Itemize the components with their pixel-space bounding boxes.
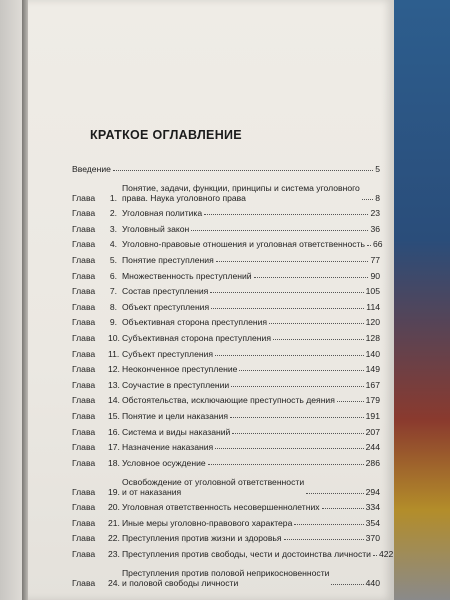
- toc-row: [72, 392, 380, 408]
- chapter-title: Состав преступления: [122, 286, 209, 297]
- toc-entry: [108, 271, 380, 281]
- toc-row: [72, 329, 380, 345]
- toc-entry: [108, 549, 394, 560]
- dot-leader: [362, 199, 373, 200]
- page-number: 105: [365, 286, 380, 297]
- page-number: 286: [365, 457, 380, 468]
- chapter-number: 13.: [108, 379, 120, 390]
- toc-row: [72, 314, 380, 330]
- toc-row: [72, 205, 380, 221]
- chapter-label: Глава: [72, 223, 96, 234]
- chapter-label: Глава: [72, 502, 96, 513]
- toc-entry: [108, 239, 383, 250]
- chapter-title: Иные меры уголовно-правового характера: [122, 517, 293, 528]
- page-number: 370: [365, 533, 380, 544]
- toc-row: [72, 470, 380, 499]
- dot-leader: [331, 584, 363, 585]
- page-number: 422: [378, 549, 394, 560]
- page-number: 36: [370, 223, 380, 234]
- chapter-label: Глава: [72, 517, 96, 528]
- page-number: 114: [366, 301, 380, 312]
- page-number: 179: [365, 395, 380, 406]
- chapter-title: Преступления против свободы, чести и достоинства личности: [122, 549, 371, 560]
- toc-entry: [108, 183, 380, 203]
- chapter-number: 17.: [108, 442, 120, 453]
- page-number: 294: [365, 486, 380, 497]
- chapter-number: 24.: [108, 578, 120, 589]
- chapter-number: 14.: [108, 395, 120, 406]
- chapter-title: Множественность преступлений: [122, 270, 252, 281]
- toc-row: [72, 530, 380, 546]
- dot-leader: [373, 555, 377, 556]
- chapter-label: Глава: [72, 549, 96, 560]
- table-of-contents: [72, 160, 394, 590]
- page-number: 90: [370, 270, 380, 281]
- chapter-number: 12.: [108, 364, 120, 375]
- page-number: 191: [365, 410, 380, 421]
- chapter-label: Глава: [72, 301, 96, 312]
- toc-row: [72, 454, 380, 470]
- chapter-label: Глава: [72, 426, 96, 437]
- toc-row: [72, 423, 380, 439]
- toc-row: [72, 160, 380, 176]
- page-number: 140: [365, 348, 380, 359]
- toc-row: [72, 251, 380, 267]
- chapter-title: Уголовно-правовые отношения и уголовная ответственность: [122, 239, 365, 250]
- chapter-label: Глава: [72, 364, 96, 375]
- page-number: 334: [365, 502, 380, 513]
- toc-entry: [108, 364, 380, 374]
- toc-row: [72, 220, 380, 236]
- toc-row: [72, 561, 380, 590]
- chapter-title: Введение: [72, 163, 111, 174]
- chapter-title: Соучастие в преступлении: [122, 379, 230, 390]
- chapter-number: 1.: [109, 192, 117, 203]
- chapter-title: Субъект преступления: [122, 348, 214, 359]
- chapter-title: Уголовная ответственность несовершеннолетних: [122, 502, 320, 513]
- dot-leader: [191, 230, 368, 231]
- toc-entry: [108, 208, 380, 218]
- toc-entry: [108, 286, 380, 296]
- toc-entry: [108, 302, 380, 312]
- dot-leader: [367, 245, 371, 246]
- chapter-number: 19.: [108, 486, 120, 497]
- chapter-title: Обстоятельства, исключающие преступность деяния: [122, 395, 335, 406]
- background-book: [392, 0, 450, 600]
- chapter-label: Глава: [72, 239, 96, 250]
- chapter-number: 3.: [109, 223, 117, 234]
- dot-leader: [230, 417, 364, 418]
- toc-entry: [108, 395, 380, 405]
- chapter-label: Глава: [72, 395, 96, 406]
- chapter-title-line-2: и от наказания: [122, 486, 182, 497]
- chapter-number: 15.: [108, 410, 120, 421]
- toc-entry: [108, 317, 380, 327]
- chapter-title: Система и виды наказаний: [122, 426, 231, 437]
- dot-leader: [215, 355, 364, 356]
- toc-entry: [72, 164, 380, 174]
- chapter-title: Условное осуждение: [122, 457, 206, 468]
- dot-leader: [273, 339, 364, 340]
- chapter-label: Глава: [72, 348, 96, 359]
- chapter-number: 2.: [109, 208, 117, 219]
- chapter-label: Глава: [72, 192, 96, 203]
- dot-leader: [269, 323, 364, 324]
- dot-leader: [232, 433, 363, 434]
- page-number: 149: [365, 364, 380, 375]
- toc-row: [72, 176, 380, 205]
- chapter-label: Глава: [72, 578, 96, 589]
- book-page: [28, 0, 394, 600]
- dot-leader: [337, 401, 364, 402]
- toc-entry: [108, 380, 380, 390]
- page-number: 354: [365, 517, 380, 528]
- toc-row: [72, 298, 380, 314]
- chapter-label: Глава: [72, 208, 96, 219]
- toc-row: [72, 283, 380, 299]
- toc-row: [72, 376, 380, 392]
- toc-row: [72, 514, 380, 530]
- chapter-number: 4.: [109, 239, 117, 250]
- chapter-title: Уголовная политика: [122, 208, 203, 219]
- dot-leader: [239, 370, 363, 371]
- chapter-label: Глава: [72, 332, 96, 343]
- chapter-label: Глава: [72, 254, 96, 265]
- chapter-label: Глава: [72, 270, 96, 281]
- chapter-label: Глава: [72, 410, 96, 421]
- chapter-title: Неоконченное преступление: [122, 364, 238, 375]
- chapter-title-line-2: и половой свободы личности: [122, 578, 239, 589]
- chapter-title: Понятие и цели наказания: [122, 410, 229, 421]
- toc-entry: [108, 442, 380, 452]
- toc-row: [72, 407, 380, 423]
- toc-entry: [108, 518, 380, 528]
- chapter-number: 20.: [108, 502, 120, 513]
- dot-leader: [254, 277, 369, 278]
- chapter-number: 9.: [109, 317, 117, 328]
- chapter-label: Глава: [72, 486, 96, 497]
- chapter-title: Назначение наказания: [122, 442, 214, 453]
- toc-row: [72, 345, 380, 361]
- chapter-title: Преступления против жизни и здоровья: [122, 533, 282, 544]
- dot-leader: [113, 170, 373, 171]
- chapter-number: 7.: [109, 286, 117, 297]
- toc-row: [72, 545, 394, 561]
- chapter-title: [122, 477, 304, 497]
- page-number: 23: [370, 208, 380, 219]
- toc-entry: [108, 333, 380, 343]
- page-number: 440: [365, 578, 380, 589]
- chapter-title-line-1: Преступления против половой неприкосновенности: [122, 568, 330, 579]
- chapter-number: 18.: [108, 457, 120, 468]
- page-number: 66: [372, 239, 383, 250]
- page-number: 120: [365, 317, 380, 328]
- toc-entry: [108, 477, 380, 497]
- chapter-title: [122, 568, 329, 588]
- toc-entry: [108, 224, 380, 234]
- chapter-label: Глава: [72, 379, 96, 390]
- chapter-number: 5.: [109, 254, 117, 265]
- previous-page-edge: [0, 0, 22, 600]
- chapter-number: 23.: [108, 549, 120, 560]
- dot-leader: [216, 261, 369, 262]
- chapter-title-line-2: права. Наука уголовного права: [122, 192, 246, 203]
- page-number: 128: [365, 332, 380, 343]
- dot-leader: [284, 539, 364, 540]
- chapter-label: Глава: [72, 457, 96, 468]
- toc-entry: [108, 568, 380, 588]
- chapter-number: 8.: [109, 301, 117, 312]
- dot-leader: [294, 524, 363, 525]
- chapter-title: Уголовный закон: [122, 223, 190, 234]
- dot-leader: [231, 386, 363, 387]
- chapter-title-line-1: Освобождение от уголовной ответственности: [122, 476, 305, 487]
- chapter-number: 21.: [108, 517, 120, 528]
- chapter-title: Объективная сторона преступления: [122, 317, 268, 328]
- dot-leader: [204, 214, 368, 215]
- toc-entry: [108, 502, 380, 512]
- dot-leader: [306, 493, 364, 494]
- dot-leader: [211, 308, 364, 309]
- page-number: 207: [365, 426, 380, 437]
- toc-entry: [108, 255, 380, 265]
- toc-row: [72, 361, 380, 377]
- toc-entry: [108, 349, 380, 359]
- toc-entry: [108, 458, 380, 468]
- chapter-number: 22.: [108, 533, 120, 544]
- chapter-title: Субъективная сторона преступления: [122, 332, 271, 343]
- chapter-title-line-1: Понятие, задачи, функции, принципы и система уголовного: [122, 182, 360, 193]
- chapter-label: Глава: [72, 286, 96, 297]
- chapter-number: 6.: [109, 270, 117, 281]
- toc-row: [72, 267, 380, 283]
- page-number: 167: [365, 379, 380, 390]
- dot-leader: [210, 292, 363, 293]
- chapter-label: Глава: [72, 533, 96, 544]
- toc-entry: [108, 411, 380, 421]
- toc-row: [72, 236, 383, 252]
- toc-entry: [108, 533, 380, 543]
- chapter-number: 16.: [108, 426, 120, 437]
- chapter-label: Глава: [72, 317, 96, 328]
- toc-entry: [108, 427, 380, 437]
- dot-leader: [322, 508, 364, 509]
- toc-row: [72, 499, 380, 515]
- chapter-title: Объект преступления: [122, 301, 210, 312]
- chapter-title: [122, 183, 360, 203]
- page-title: КРАТКОЕ ОГЛАВЛЕНИЕ: [90, 128, 242, 142]
- dot-leader: [215, 448, 363, 449]
- page-number: 5: [375, 163, 380, 174]
- chapter-label: Глава: [72, 442, 96, 453]
- page-number: 244: [365, 442, 380, 453]
- chapter-number: 11.: [108, 348, 120, 359]
- toc-row: [72, 439, 380, 455]
- dot-leader: [208, 464, 364, 465]
- chapter-number: 10.: [108, 332, 120, 343]
- page-number: 77: [370, 254, 380, 265]
- chapter-title: Понятие преступления: [122, 254, 214, 265]
- page-number: 8: [375, 192, 380, 203]
